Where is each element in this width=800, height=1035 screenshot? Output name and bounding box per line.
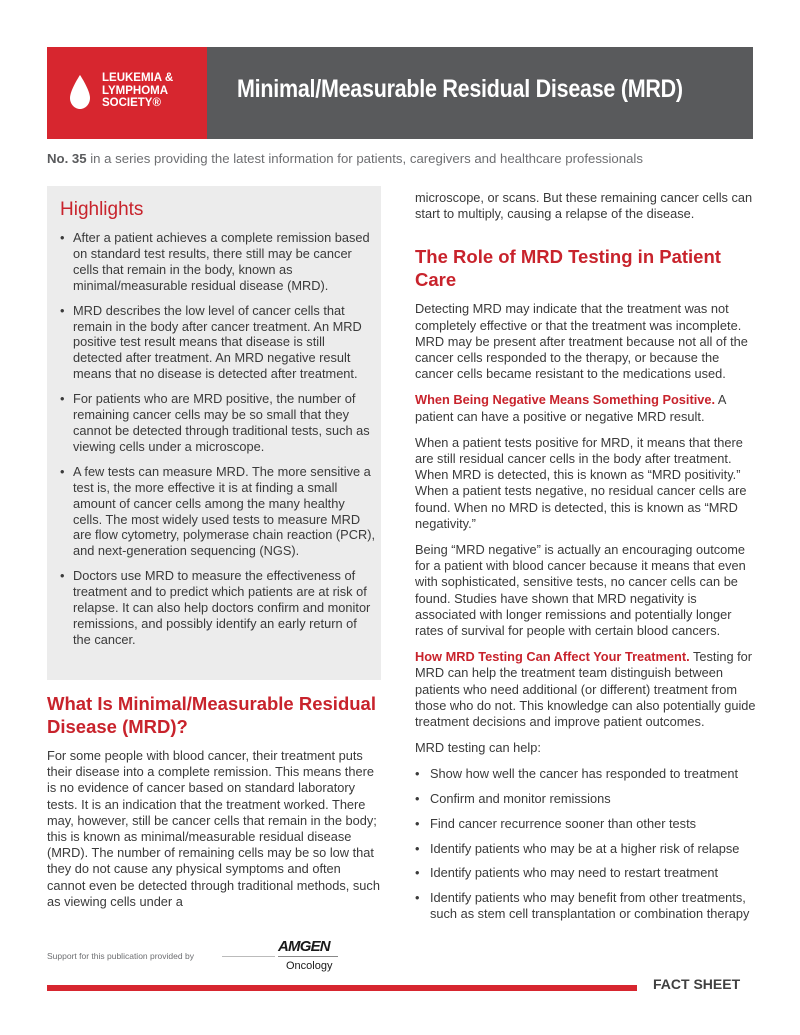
help-item: • Show how well the cancer has responded to treatment [415, 766, 756, 782]
role-paragraph-1: Detecting MRD may indicate that the treatment was not completely effective or that the treatment was incomplete. MRD may be present after treatment because not all of the cancer cells responded to the therapy, or because the cancer cells became resistant to the medications used. [415, 301, 748, 382]
highlight-item: • MRD describes the low level of cancer cells that remain in the body after cancer treatment. An MRD positive test result means that disease is still detected after treatment. An MRD negative result means that no disease is detected after treatment. [60, 303, 376, 383]
what-is-mrd-continued: microscope, or scans. But these remaining cancer cells can start to multiply, causing a relapse of the disease. [415, 190, 753, 222]
logo-text: LEUKEMIA & LYMPHOMA SOCIETY® [102, 72, 174, 109]
amgen-oncology: Oncology [286, 960, 333, 972]
left-column [47, 692, 381, 910]
help-item: • Find cancer recurrence sooner than other tests [415, 816, 756, 832]
highlight-item: • A few tests can measure MRD. The more sensitive a test is, the more effective it is at finding a small amount of cancer cells among the many healthy cells. The most widely used tests to measure MRD are flow cytometry, polymerase chain reaction (PCR), and next-generation sequencing (NGS). [60, 464, 376, 559]
series-line [47, 151, 643, 166]
series-text: in a series providing the latest information for patients, caregivers and healthcare professionals [90, 151, 643, 166]
lls-logo [47, 47, 207, 139]
negative-text: A patient can have a positive or negative MRD result. [415, 392, 726, 424]
help-list [415, 766, 756, 922]
fact-sheet-label: FACT SHEET [653, 976, 741, 992]
page-title: Minimal/Measurable Residual Disease (MRD) [237, 75, 683, 103]
highlights-list [60, 230, 376, 657]
highlights-box [47, 186, 381, 680]
blood-drop-icon [68, 74, 92, 110]
treatment-text: Testing for MRD can help the treatment team distinguish between patients who need additional (or different) treatment from those who do not. This knowledge can also potentially guide treatment decisions and improve patient outcomes. [415, 649, 756, 730]
support-divider [222, 956, 275, 957]
negative-paragraph [415, 392, 756, 424]
header-banner [47, 47, 753, 139]
support-text: Support for this publication provided by [47, 951, 194, 961]
role-paragraph-3: Being “MRD negative” is actually an encouraging outcome for a patient with blood cancer because it means that even with sophisticated, sensitive tests, no cancer cells can be found. Studies have shown that MRD negativity is associated with longer remissions and potentially longer rates of survival for people with certain blood cancers. [415, 542, 746, 639]
negative-lead: When Being Negative Means Something Positive. [415, 392, 716, 408]
amgen-logo: AMGEN [278, 938, 330, 955]
series-number: No. 35 [47, 151, 87, 166]
help-item: • Identify patients who may benefit from other treatments, such as stem cell transplantation or combination therapy [415, 890, 756, 922]
role-paragraph-2: When a patient tests positive for MRD, it means that there are still residual cancer cells in the body after treatment. When MRD is detected, this is known as “MRD positivity.” When a patient tests negative, no residual cancer cells are found. When no MRD is detected, this is known as “MRD negativity.” [415, 434, 747, 531]
what-is-mrd-heading: What Is Minimal/Measurable Residual Disease (MRD)? [47, 693, 376, 737]
right-column [415, 190, 756, 931]
help-item: • Confirm and monitor remissions [415, 791, 756, 807]
highlight-item: • Doctors use MRD to measure the effectiveness of treatment and to predict which patients are at risk of relapse. It can also help doctors confirm and monitor remissions, and possibly identify an early return of the cancer. [60, 568, 376, 648]
treatment-paragraph [415, 649, 756, 730]
help-intro: MRD testing can help: [415, 740, 541, 756]
role-heading: The Role of MRD Testing in Patient Care [415, 246, 721, 291]
amgen-divider [278, 956, 338, 957]
help-item: • Identify patients who may need to restart treatment [415, 865, 756, 881]
help-item: • Identify patients who may be at a higher risk of relapse [415, 841, 756, 857]
what-is-mrd-paragraph: For some people with blood cancer, their treatment puts their disease into a complete remission. This means there is no evidence of cancer based on standard laboratory tests. It is an indication that the treatment worked. There may, however, still be cancer cells that remain in the body; this is known as minimal/measurable residual disease (MRD). The number of remaining cells may be so low that they do not cause any physical symptoms and often cannot even be detected through traditional methods, such as viewing cells under a [47, 748, 380, 909]
highlights-title: Highlights [60, 199, 144, 220]
highlight-item: • After a patient achieves a complete remission based on standard test results, there still may be cancer cells that remain in the body, known as minimal/measurable residual disease (MRD). [60, 230, 376, 294]
treatment-lead: How MRD Testing Can Affect Your Treatment. [415, 649, 690, 665]
footer-bar [47, 985, 637, 991]
title-bar [207, 47, 753, 139]
highlight-item: • For patients who are MRD positive, the number of remaining cancer cells may be so small that they cannot be detected through traditional tests, such as viewing cells under a microscope. [60, 391, 376, 455]
